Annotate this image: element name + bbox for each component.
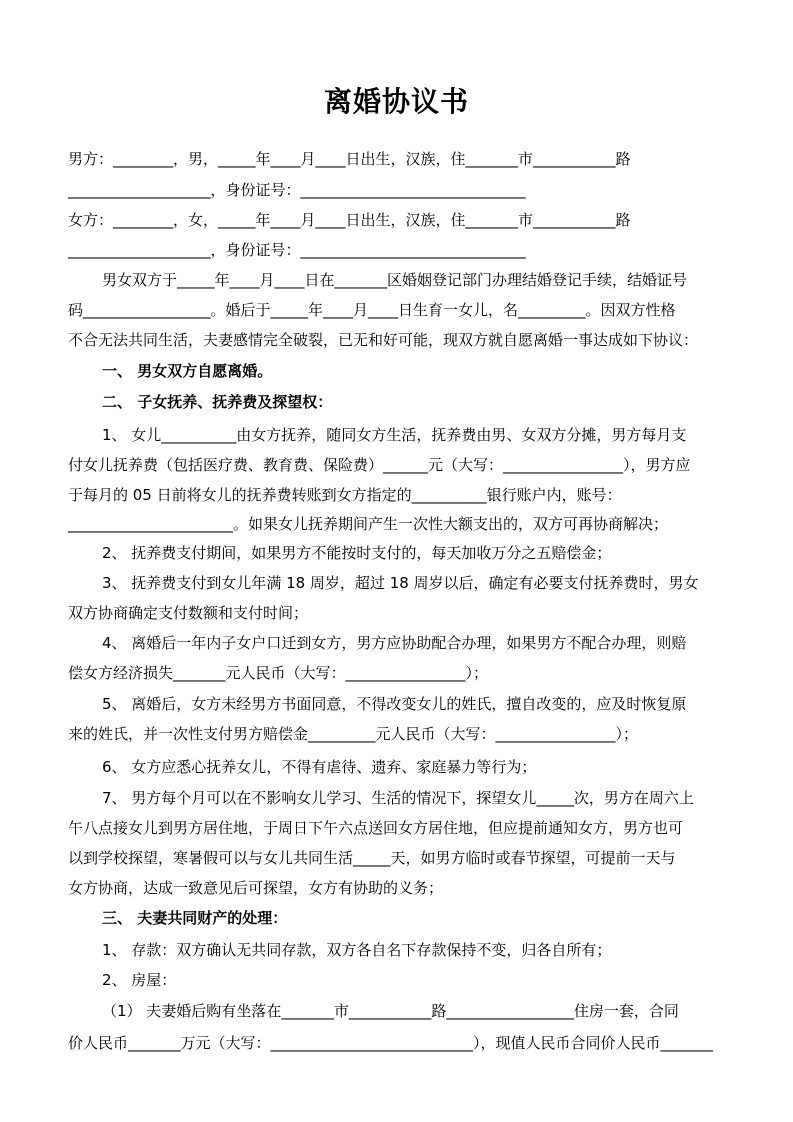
- document-title: 离婚协议书: [323, 85, 469, 118]
- section-heading: 一、 男女双方自愿离婚。: [102, 362, 273, 380]
- section-heading: 二、 子女抚养、抚养费及探望权：: [102, 393, 333, 411]
- text-line: 午八点接女儿到男方居住地，于周日下午六点送回女方居住地，但应提前通知女方，男方也可: [68, 819, 684, 837]
- text-line: 1、 女儿__________由女方抚养，随同女方生活，抚养费由男、女双方分摊，男方每月支: [102, 426, 687, 444]
- text-line: （1） 夫妻婚后购有坐落在_______市___________路_________________住房一套，合同: [102, 1002, 679, 1020]
- text-line: 于每月的 05 日前将女儿的抚养费转账到女方指定的__________银行账户内，账号：: [68, 486, 622, 504]
- text-line: 以到学校探望，寒暑假可以与女儿共同生活_____天，如男方临时或春节探望，可提前一天与: [68, 849, 676, 867]
- text-line: 男方：________，男，_____年____月____日出生，汉族，住_______市___________路: [68, 150, 631, 168]
- text-line: 3、 抚养费支付到女儿年满 18 周岁，超过 18 周岁以后，确定有必要支付抚养费时，男女: [102, 574, 699, 592]
- text-line: 6、 女方应悉心抚养女儿，不得有虐待、遗弃、家庭暴力等行为；: [102, 758, 537, 776]
- text-line: 5、 离婚后，女方未经男方书面同意，不得改变女儿的姓氏，擅自改变的，应及时恢复原: [102, 695, 687, 713]
- text-line: 7、 男方每个月可以在不影响女儿学习、生活的情况下，探望女儿_____次，男方在周六上: [102, 789, 694, 807]
- text-line: ___________________，身份证号：______________________________: [68, 241, 526, 259]
- text-line: 2、 房屋：: [102, 971, 177, 989]
- text-line: ______________________。如果女儿抚养期间产生一次性大额支出的，双方可再协商解决；: [68, 515, 669, 533]
- text-line: 码_________________。婚后于_____年____月____日生育一女儿，名_________。因双方性格: [68, 301, 676, 319]
- text-line: 不合无法共同生活，夫妻感情完全破裂，已无和好可能，现双方就自愿离婚一事达成如下协议：: [68, 331, 699, 349]
- text-line: 2、 抚养费支付期间，如果男方不能按时支付的，每天加收万分之五赔偿金；: [102, 544, 612, 562]
- text-line: 偿女方经济损失_______元人民币（大写：________________）；: [68, 664, 489, 682]
- text-line: 男女双方于_____年____月____日在_______区婚姻登记部门办理结婚登记手续，结婚证号: [102, 271, 688, 289]
- text-line: 4、 离婚后一年内子女户口迁到女方，男方应协助配合办理，如果男方不配合办理，则赔: [102, 634, 687, 652]
- section-heading: 三、 夫妻共同财产的处理：: [102, 909, 288, 927]
- text-line: ___________________，身份证号：______________________________: [68, 181, 526, 199]
- text-line: 1、 存款：双方确认无共同存款，双方各自名下存款保持不变，归各自所有；: [102, 941, 612, 959]
- text-line: 女方：________，女，_____年____月____日出生，汉族，住_______市___________路: [68, 211, 631, 229]
- text-line: 付女儿抚养费（包括医疗费、教育费、保险费）______元（大写：________________），男方应: [68, 456, 691, 474]
- text-line: 女方协商，达成一致意见后可探望，女方有协助的义务；: [68, 879, 444, 897]
- text-line: 双方协商确定支付数额和支付时间；: [68, 604, 309, 622]
- text-line: 价人民币_______万元（大写：___________________________），现值人民币合同价人民币_______: [68, 1034, 714, 1052]
- text-line: 来的姓氏，并一次性支付男方赔偿金_________元人民币（大写：________________）；: [68, 725, 639, 743]
